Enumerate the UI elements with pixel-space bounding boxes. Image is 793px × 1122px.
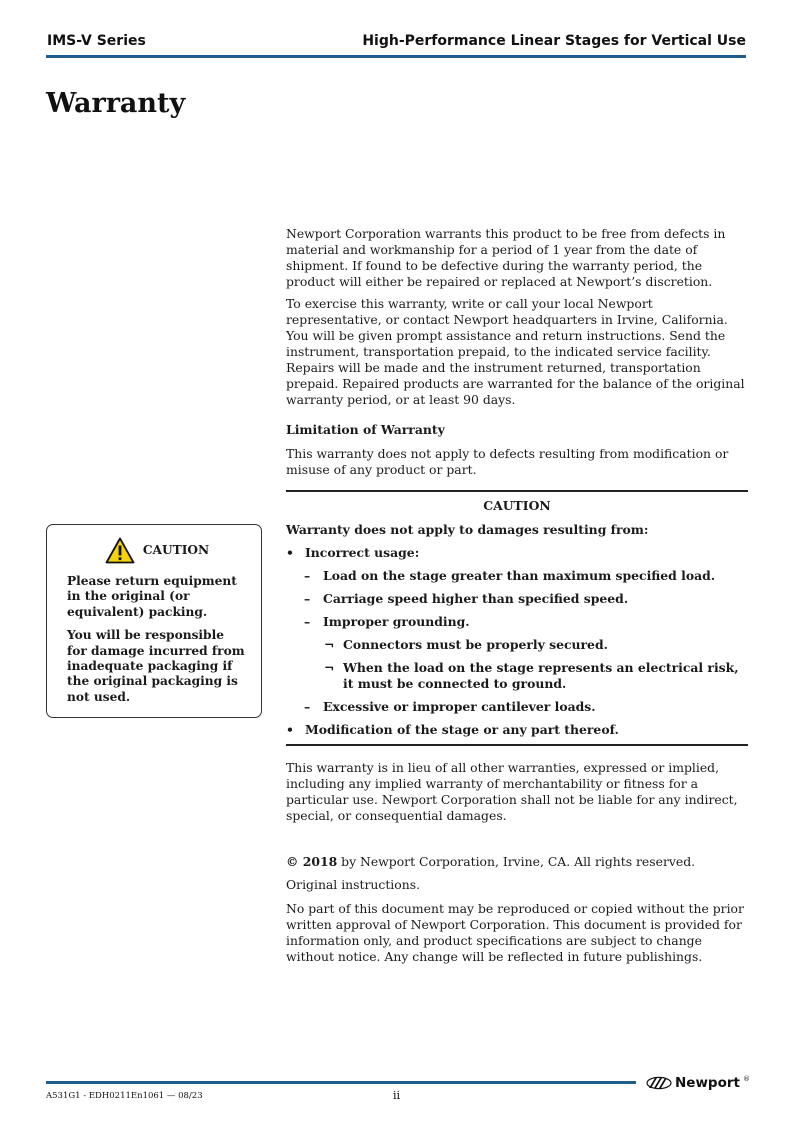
disclaimer-text: This warranty is in lieu of all other warranties, expressed or implied, including any implied warranty of merchantability or fitness for a particular use. Newport Corporation shall not be liable for any indirect, special, or consequential damages.	[286, 760, 738, 823]
bullet-marker: •	[286, 545, 294, 560]
newport-logo	[646, 1075, 750, 1091]
dash-marker: –	[304, 591, 311, 606]
list-item-text: Excessive or improper cantilever loads.	[323, 699, 596, 714]
side-caution-header	[67, 537, 247, 564]
warranty-paragraph-1: Newport Corporation warrants this product to be free from defects in material and workmanship for a period of 1 year from the date of shipment. If found to be defective during the warranty period, the product will either be repaired or replaced at Newport’s discretion.	[286, 226, 726, 289]
page-title: Warranty	[46, 88, 186, 119]
dash-marker: –	[304, 568, 311, 583]
original-instructions: Original instructions.	[286, 877, 421, 892]
copyright-line	[286, 854, 748, 870]
side-caution-text-1: Please return equipment in the original (or equivalent) packing.	[67, 574, 237, 619]
registered-mark: ®	[742, 1075, 750, 1083]
list-item-text: When the load on the stage represents an electrical risk, it must be connected to ground.	[343, 660, 739, 691]
copyright-year: © 2018	[286, 854, 338, 869]
caution-item-grounding	[286, 614, 748, 630]
dash-marker: –	[304, 614, 311, 629]
main-column	[286, 226, 748, 971]
caution-intro: Warranty does not apply to damages resulting from:	[286, 522, 649, 537]
document-code: A531G1 - EDH0211En1061 — 08/23	[46, 1091, 203, 1101]
caution-item-modification	[286, 722, 748, 738]
caution-block	[286, 490, 748, 746]
caution-heading: CAUTION	[483, 498, 551, 513]
caution-item-cantilever	[286, 699, 748, 715]
warranty-paragraph-2: To exercise this warranty, write or call your local Newport representative, or contact Newport headquarters in Irvine, California. You will be given prompt assistance and return instructions. Send the instrument, transportation prepaid, to the indicated service facility. Repairs will be made and the instrument returned, transportation prepaid. Repaired products are warranted for the balance of the original warranty period, or at least 90 days.	[286, 296, 745, 407]
footer-rule	[46, 1081, 636, 1084]
list-item-text: Incorrect usage:	[305, 545, 420, 560]
side-caution-heading: CAUTION	[142, 542, 210, 557]
side-caution-text-2: You will be responsible for damage incurred from inadequate packaging if the original packaging is not used.	[67, 628, 245, 704]
limitation-text: This warranty does not apply to defects resulting from modification or misuse of any product or part.	[286, 446, 729, 477]
reproduction-notice: No part of this document may be reproduced or copied without the prior written approval of Newport Corporation. This document is provided for information only, and product specifications are subject to change without notice. Any change will be reflected in future publishings.	[286, 901, 744, 964]
warning-icon	[105, 537, 135, 564]
side-caution-box	[46, 524, 262, 718]
list-item-text: Carriage speed higher than specified speed.	[323, 591, 629, 606]
header-series: IMS-V Series	[47, 33, 146, 49]
dash-marker: –	[304, 699, 311, 714]
caution-item-connectors	[286, 637, 748, 653]
caution-item-speed	[286, 591, 748, 607]
copyright-rest: by Newport Corporation, Irvine, CA. All rights reserved.	[337, 854, 696, 869]
header-rule	[46, 55, 746, 58]
list-item-text: Connectors must be properly secured.	[343, 637, 608, 652]
list-item-text: Improper grounding.	[323, 614, 470, 629]
newport-logo-text: Newport	[675, 1075, 740, 1091]
list-item-text: Modification of the stage or any part thereof.	[305, 722, 619, 737]
caution-item-load	[286, 568, 748, 584]
not-sign-marker: ¬	[324, 637, 335, 652]
bullet-marker: •	[286, 722, 294, 737]
page-number: ii	[393, 1089, 401, 1102]
header-product: High-Performance Linear Stages for Vertical Use	[362, 33, 746, 49]
limitation-heading: Limitation of Warranty	[286, 422, 445, 437]
newport-logo-mark-icon	[646, 1076, 672, 1090]
list-item-text: Load on the stage greater than maximum specified load.	[323, 568, 716, 583]
caution-item-incorrect-usage	[286, 545, 748, 561]
not-sign-marker: ¬	[324, 660, 335, 675]
caution-item-electrical-risk	[286, 660, 748, 692]
